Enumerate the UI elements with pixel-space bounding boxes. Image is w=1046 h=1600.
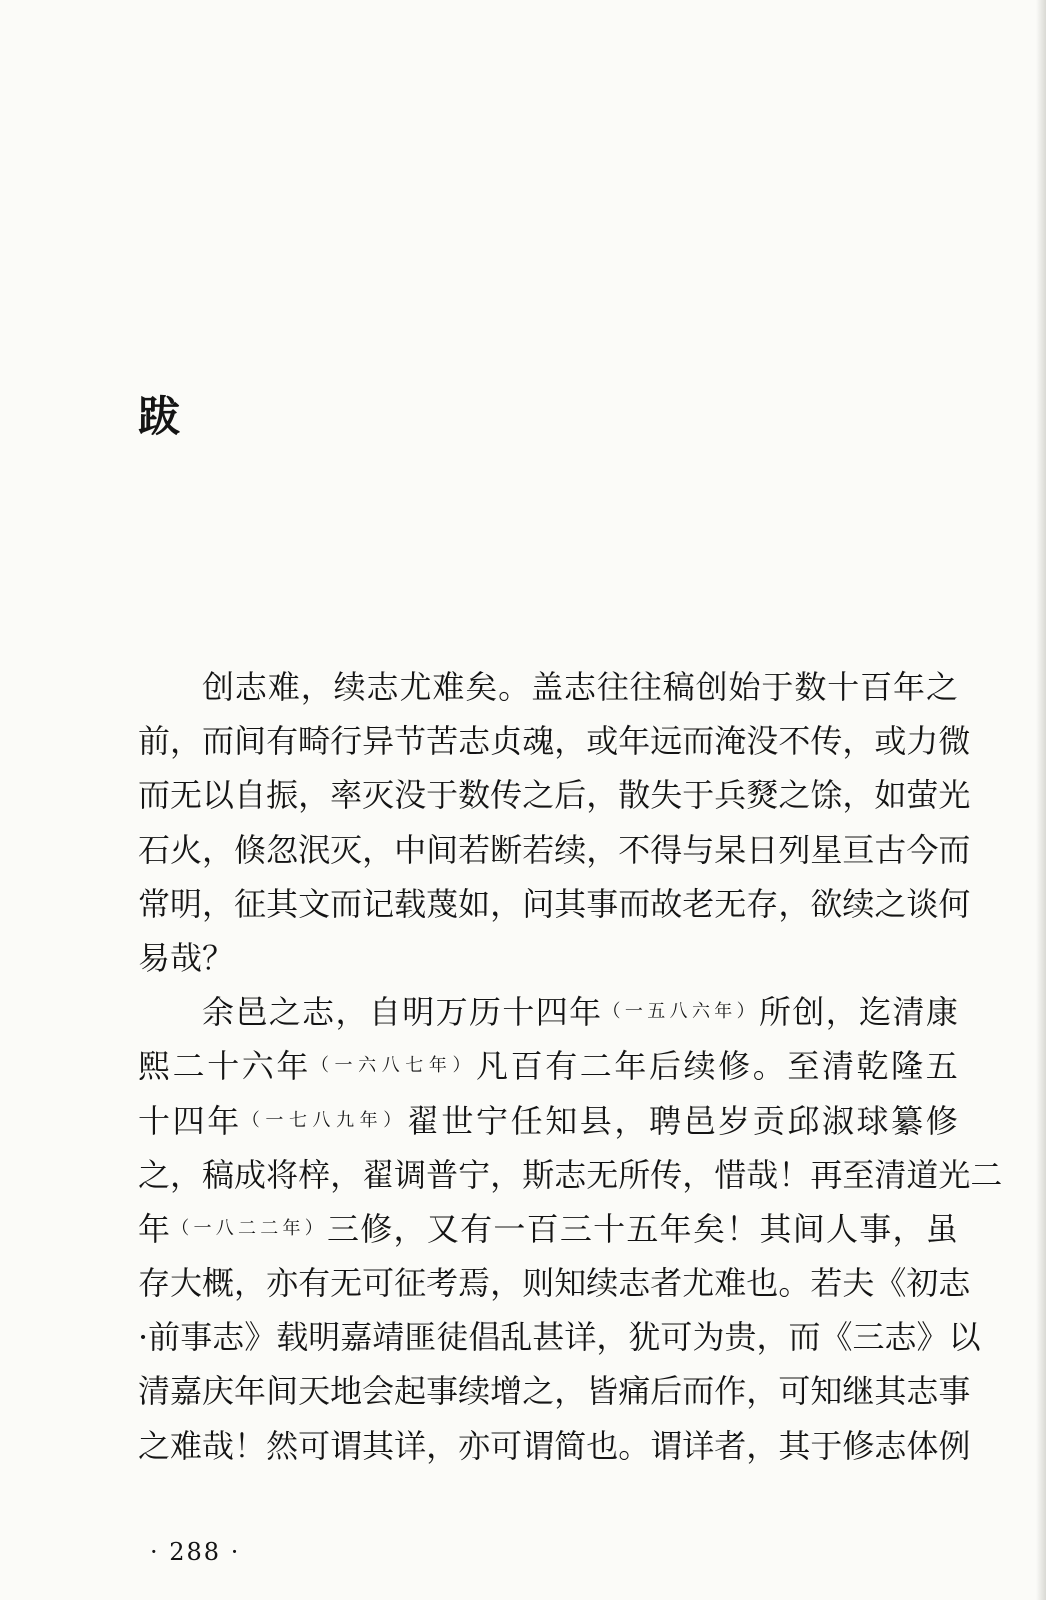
text-line: 前 ， 而 间 有 畸 行 异 节 苦 志 贞 魂 ， 或 年 远 而 淹 没 不 传 ， 或 力 微: [138, 722, 971, 761]
text-line: 石 火 ， 倏 忽 泯 灭 ， 中 间 若 断 若 续 ， 不 得 与 杲 日 列 星 亘 古 今 而: [138, 830, 971, 869]
page-number: · 288 ·: [150, 1538, 241, 1566]
text-line: 之 难 哉 ！ 然 可 谓 其 详 ， 亦 可 谓 简 也 。 谓 详 者 ， 其 于 修 志 体 例: [138, 1426, 971, 1465]
section-heading: 跋: [138, 392, 183, 441]
text-line: 易 哉 ？: [138, 938, 235, 977]
body-text: [138, 660, 1003, 1473]
text-line: 年 （ 一 八 二 二 年 ） 三 修 ， 又 有 一 百 三 十 五 年 矣 ！ 其 间 人 事 ， 虽: [138, 1209, 958, 1248]
text-line: 十 四 年 （ 一 七 八 九 年 ） 翟 世 宁 任 知 县 ， 聘 邑 岁 贡 邱 淑 球 纂 修: [138, 1101, 958, 1140]
text-line: 存 大 概 ， 亦 有 无 可 征 考 焉 ， 则 知 续 志 者 尤 难 也 。 若 夫 《 初 志: [138, 1264, 971, 1303]
page-edge: [1036, 0, 1046, 1600]
text-line: 之 ， 稿 成 将 梓 ， 翟 调 普 宁 ， 斯 志 无 所 传 ， 惜 哉 ！ 再 至 清 道 光 二: [138, 1155, 1003, 1194]
text-line: 余 邑 之 志 ， 自 明 万 历 十 四 年 （ 一 五 八 六 年 ） 所 创 ， 迄 清 康: [202, 993, 958, 1032]
text-line: 熙 二 十 六 年 （ 一 六 八 七 年 ） 凡 百 有 二 年 后 续 修 。 至 清 乾 隆 五: [138, 1047, 958, 1086]
text-line: 清 嘉 庆 年 间 天 地 会 起 事 续 增 之 ， 皆 痛 后 而 作 ， 可 知 继 其 志 事: [138, 1372, 971, 1411]
text-line: 而 无 以 自 振 ， 率 灭 没 于 数 传 之 后 ， 散 失 于 兵 燹 之 馀 ， 如 萤 光: [138, 776, 971, 815]
text-line: 创 志 难 ， 续 志 尤 难 矣 。 盖 志 往 往 稿 创 始 于 数 十 百 年 之: [202, 668, 958, 706]
text-line: · 前 事 志 》 载 明 嘉 靖 匪 徒 倡 乱 甚 详 ， 犹 可 为 贵 ， 而 《 三 志 》 以: [138, 1318, 981, 1357]
text-line: 常 明 ， 征 其 文 而 记 载 蔑 如 ， 问 其 事 而 故 老 无 存 ， 欲 续 之 谈 何: [138, 884, 971, 923]
